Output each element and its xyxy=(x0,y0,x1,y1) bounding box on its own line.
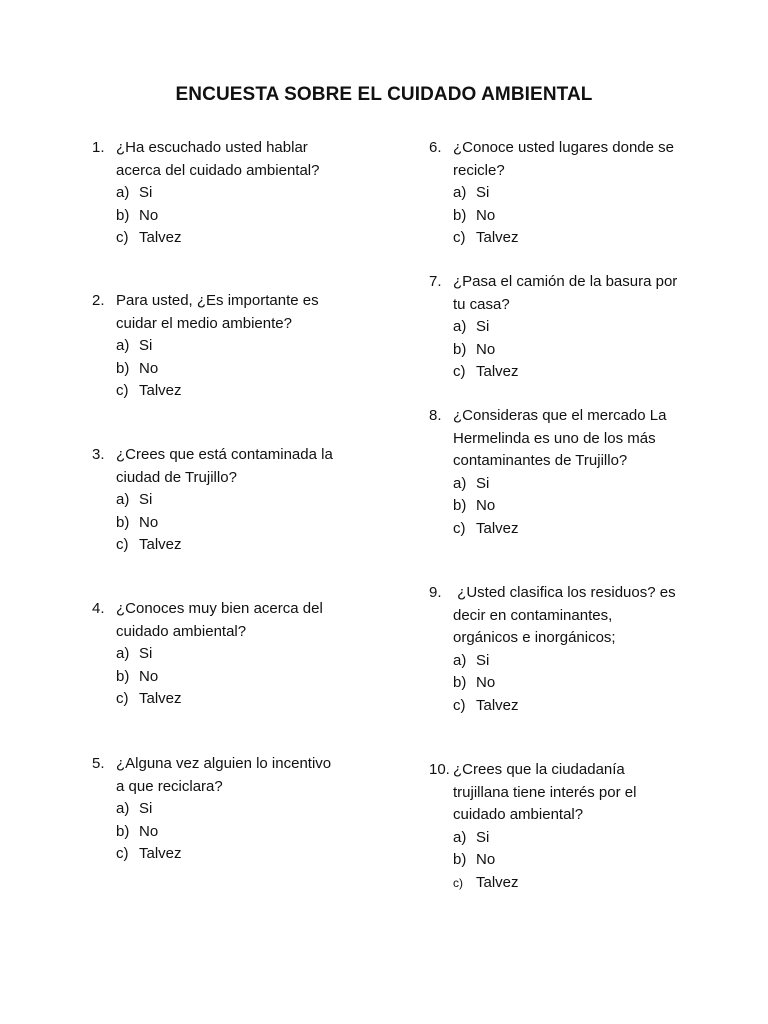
option-label: Si xyxy=(476,651,490,669)
option-label: Si xyxy=(476,318,490,335)
option-letter: b) xyxy=(116,206,130,224)
option-letter: b) xyxy=(453,497,467,514)
option-a xyxy=(453,316,709,339)
option-label: Si xyxy=(476,474,490,492)
option-label: No xyxy=(476,674,496,691)
option-letter: a) xyxy=(116,184,130,201)
option-a xyxy=(453,827,709,850)
question-8 xyxy=(429,405,709,540)
question-text-line: ¿Conoces muy bien acerca del xyxy=(116,600,323,617)
question-text-line: trujillana tiene interés por el xyxy=(453,783,637,801)
option-label: No xyxy=(476,497,496,514)
option-letter: a) xyxy=(453,184,467,201)
question-text-line: recicle? xyxy=(453,161,505,179)
option-a xyxy=(453,650,709,673)
question-text-line: ¿Pasa el camión de la basura por xyxy=(453,273,678,290)
option-label: No xyxy=(476,851,496,868)
option-letter: a) xyxy=(453,474,467,492)
option-label: Si xyxy=(139,491,153,508)
question-number: 1. xyxy=(92,139,105,156)
option-label: No xyxy=(139,513,159,531)
option-a xyxy=(453,473,709,496)
option-c xyxy=(453,695,709,718)
question-text-line: ¿Crees que está contaminada la xyxy=(116,446,333,463)
option-letter: b) xyxy=(453,340,467,358)
option-c xyxy=(453,361,709,384)
question-number: 5. xyxy=(92,755,105,772)
option-letter: b) xyxy=(453,851,467,868)
option-label: Talvez xyxy=(139,382,182,399)
option-letter: a) xyxy=(453,828,467,846)
question-6 xyxy=(429,137,709,250)
option-label: Talvez xyxy=(476,519,519,537)
question-1 xyxy=(92,137,372,250)
option-label: Si xyxy=(139,184,153,201)
option-label: Talvez xyxy=(139,536,182,553)
question-number: 3. xyxy=(92,446,105,463)
question-number: 10. xyxy=(429,761,450,778)
question-number: 7. xyxy=(429,273,442,290)
question-text-line: tu casa? xyxy=(453,295,510,313)
option-a xyxy=(116,335,372,358)
option-a xyxy=(116,182,372,205)
option-letter: a) xyxy=(116,337,130,354)
question-3 xyxy=(92,444,372,557)
question-number: 4. xyxy=(92,600,105,617)
option-label: Si xyxy=(476,184,490,201)
option-letter: c) xyxy=(453,519,466,537)
option-letter: a) xyxy=(453,651,467,669)
question-text-line: a que reciclara? xyxy=(116,777,223,795)
option-c xyxy=(453,518,709,541)
option-letter: c) xyxy=(116,536,129,553)
option-letter: c) xyxy=(116,229,129,246)
option-c xyxy=(116,843,372,866)
option-letter: b) xyxy=(453,674,467,691)
option-label: Si xyxy=(139,645,153,662)
question-text-line: ¿Consideras que el mercado La xyxy=(453,407,667,424)
option-letter: c) xyxy=(453,229,466,246)
option-c xyxy=(453,872,709,895)
option-label: Talvez xyxy=(139,229,182,246)
option-a xyxy=(116,798,372,821)
option-b xyxy=(116,205,372,228)
option-b xyxy=(453,495,709,518)
option-letter: a) xyxy=(453,318,467,335)
option-label: Talvez xyxy=(476,363,519,380)
question-text-line: Para usted, ¿Es importante es xyxy=(116,292,319,309)
option-c xyxy=(116,688,372,711)
question-text-line: orgánicos e inorgánicos; xyxy=(453,629,616,646)
question-text-line: ¿Conoce usted lugares donde se xyxy=(453,139,674,156)
option-letter: b) xyxy=(116,822,130,840)
question-text-line: cuidado ambiental? xyxy=(116,622,247,640)
option-letter: c) xyxy=(453,363,466,380)
option-c xyxy=(453,227,709,250)
option-label: No xyxy=(139,359,159,377)
question-text-line: Hermelinda es uno de los más xyxy=(453,429,656,447)
question-number: 8. xyxy=(429,407,442,424)
question-4 xyxy=(92,598,372,711)
option-b xyxy=(116,666,372,689)
option-label: Talvez xyxy=(139,690,182,707)
option-c xyxy=(116,380,372,403)
option-letter: b) xyxy=(116,359,130,377)
option-c xyxy=(116,227,372,250)
option-c xyxy=(116,534,372,557)
option-b xyxy=(453,849,709,872)
option-b xyxy=(453,672,709,695)
option-letter: a) xyxy=(116,645,130,662)
option-label: Si xyxy=(139,337,153,354)
option-letter: a) xyxy=(116,800,130,817)
option-a xyxy=(116,489,372,512)
option-label: Talvez xyxy=(476,229,519,246)
question-10 xyxy=(429,759,709,894)
question-7 xyxy=(429,271,709,384)
option-b xyxy=(453,339,709,362)
option-letter: c) xyxy=(453,875,463,890)
option-letter: c) xyxy=(116,690,129,707)
option-b xyxy=(453,205,709,228)
option-letter: b) xyxy=(116,513,130,531)
option-letter: b) xyxy=(116,667,130,685)
question-text-line: ciudad de Trujillo? xyxy=(116,468,237,486)
option-letter: a) xyxy=(116,491,130,508)
question-5 xyxy=(92,753,372,866)
option-label: Si xyxy=(476,828,490,846)
question-text-line: ¿Ha escuchado usted hablar xyxy=(116,139,308,156)
option-letter: c) xyxy=(453,696,466,714)
question-text-line: ¿Alguna vez alguien lo incentivo xyxy=(116,755,332,772)
question-text-line: ¿Usted clasifica los residuos? es xyxy=(453,584,676,601)
option-a xyxy=(453,182,709,205)
option-label: No xyxy=(476,206,496,224)
option-label: Talvez xyxy=(476,696,519,714)
question-text-line: decir en contaminantes, xyxy=(453,606,613,624)
question-number: 6. xyxy=(429,139,442,156)
option-label: Si xyxy=(139,800,153,817)
option-label: No xyxy=(139,667,159,685)
question-2 xyxy=(92,290,372,403)
option-label: No xyxy=(139,822,159,840)
option-label: No xyxy=(139,206,159,224)
option-letter: c) xyxy=(116,845,129,862)
option-b xyxy=(116,358,372,381)
option-a xyxy=(116,643,372,666)
option-b xyxy=(116,512,372,535)
survey-title: ENCUESTA SOBRE EL CUIDADO AMBIENTAL xyxy=(175,84,593,105)
option-label: Talvez xyxy=(139,845,182,862)
option-letter: c) xyxy=(116,382,129,399)
option-b xyxy=(116,821,372,844)
question-9 xyxy=(429,582,709,717)
option-letter: b) xyxy=(453,206,467,224)
question-number: 9. xyxy=(429,584,442,601)
question-text-line: cuidado ambiental? xyxy=(453,806,584,823)
question-text-line: contaminantes de Trujillo? xyxy=(453,452,628,469)
question-number: 2. xyxy=(92,292,105,309)
question-text-line: cuidar el medio ambiente? xyxy=(116,314,292,332)
question-text-line: acerca del cuidado ambiental? xyxy=(116,161,320,179)
question-text-line: ¿Crees que la ciudadanía xyxy=(453,761,625,778)
option-label: Talvez xyxy=(476,873,519,891)
option-label: No xyxy=(476,340,496,358)
